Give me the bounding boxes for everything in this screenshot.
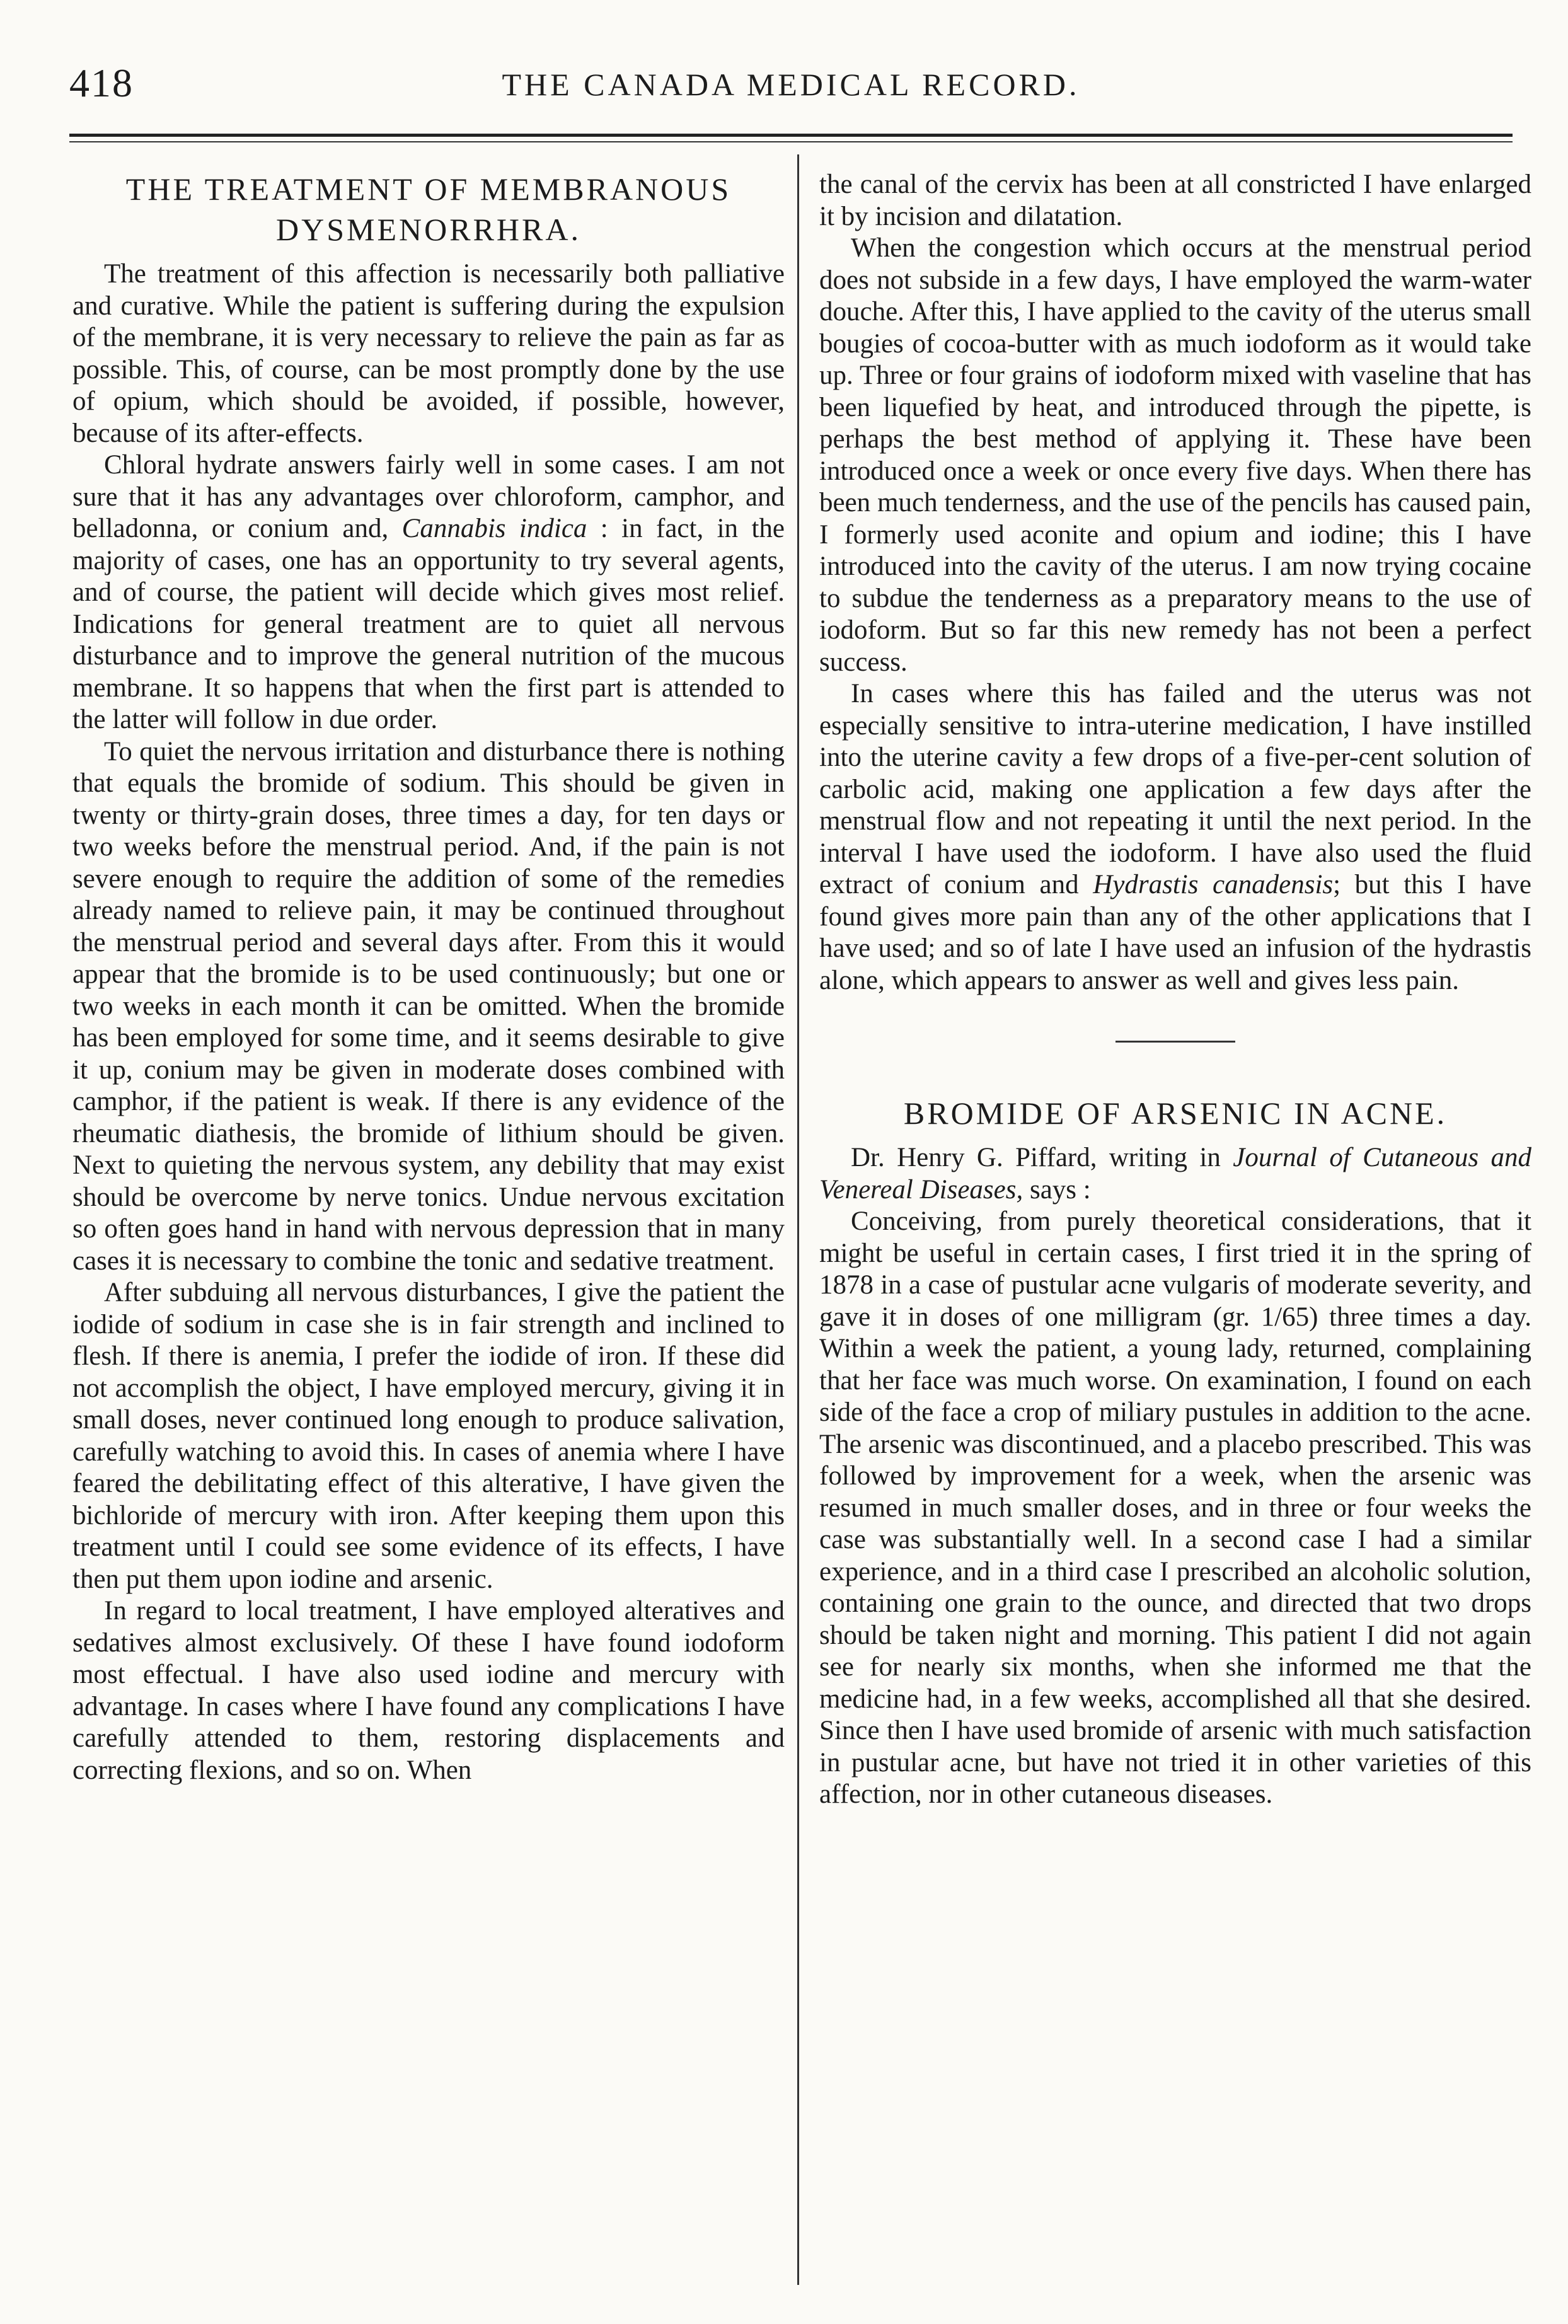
text-run: ) three times a day. Within a week the patient, a young lady, returned, complaining that her face was much worse. On examination, I found on each side of the face a crop of miliary pustules in addition to the acne. The arsenic was discontinued, and a placebo prescribed. This was followed by improvement for a week, when the arsenic was resumed in much smaller doses, and in three or four weeks the case was substantially well. In a second case I had a similar experience, and in a third case I prescribed an alcoholic solution, containing one grain to the ounce, and directed that two drops should be taken night and morning. This patient I did not again see for nearly six months, when she informed me that the medicine had, in a few weeks, accomplished all that she desired. Since then I have used bromide of arsenic with much satisfaction in pustular acne, but have not tried it in other varieties of this affection, nor in other cutaneous diseases. (819, 1302, 1531, 1809)
byline (819, 1142, 1531, 1206)
left-column (72, 169, 785, 1786)
page-number: 418 (69, 61, 134, 105)
text-run: Conceiving, from purely theoretical considerations, that it might be useful in certain cases, I first tried it in the spring of 1878 in a case of pustular acne vulgaris of moderate severity, and gave it in doses of one milligram (gr. (819, 1206, 1531, 1332)
header-rule (69, 134, 1513, 137)
text-run: Dr. Henry G. Piffard, writing in (851, 1143, 1233, 1172)
running-title: THE CANADA MEDICAL RECORD. (502, 67, 1080, 102)
paragraph-arsenic (819, 1206, 1531, 1811)
dose-fraction: 1/65 (1260, 1302, 1310, 1332)
article-title-dysmenorrhea: THE TREATMENT OF MEMBRANOUS DYSMENORRHRA. (125, 171, 732, 247)
text-run: says : (1023, 1174, 1091, 1205)
paragraph: After subduing all nervous disturbances, I give the patient the iodide of sodium in case she is in fair strength and inclined to flesh. If there is anemia, I prefer the iodide of iron. If these did not accomplish the object, I have employed mercury, giving it in small doses, never continued long enough to produce salivation, carefully watching to avoid this. In cases of anemia where I have feared the debilitating effect of this alterative, I have given the bichloride of mercury with iron. After keeping them upon this treatment until I could see some evidence of its effects, I have then put them upon iodine and arsenic. (72, 1278, 785, 1594)
italic-term: Hydrastis canadensis (1093, 870, 1334, 899)
right-column (819, 169, 1531, 1811)
paragraph: When the congestion which occurs at the menstrual period does not subside in a few days, I have employed the warm-water douche. After this, I have applied to the cavity of the uterus small bougies of cocoa-butter with as much iodoform as it would take up. Three or four grains of iodoform mixed with vaseline that has been liquefied by heat, and introduced through the pipette, is perhaps the best method of applying it. These have been introduced once a week or once every five days. When there has been much tenderness, and the use of the pencils has caused pain, I formerly used aconite and opium and iodine; this I have introduced into the cavity of the uterus. I am now trying cocaine to subdue the tenderness as a preparatory means to the use of iodoform. But so far this new remedy has not been a perfect success. (819, 233, 1531, 677)
italic-term: Cannabis indica (401, 514, 587, 543)
paragraph: In regard to local treatment, I have employed alteratives and sedatives almost exclusively. Of these I have found iodoform most effectual. I have also used iodine and mercury with advantage. In cases where I have found any complications I have carefully attended to them, restoring displacements and correcting flexions, and so on. When (72, 1596, 785, 1785)
text-run: ; but this I have found gives more pain than any of the other applications that I have used; and so of late I have used an infusion of the hydrastis alone, which appears to answer as well and gives less pain. (819, 870, 1532, 995)
paragraph: To quiet the nervous irritation and disturbance there is nothing that equals the bromide of sodium. This should be given in twenty or thirty-grain doses, three times a day, for ten days or two weeks before the menstrual period. And, if the pain is not severe enough to require the addition of some of the remedies already named to relieve pain, it may be continued throughout the menstrual period and several days after. From this it would appear that the bromide is to be used continuously; but one or two weeks in each month it can be omitted. When the bromide has been employed for some time, and it seems desirable to give it up, conium may be given in moderate doses combined with camphor, if the patient is weak. If there is any evidence of the rheumatic diathesis, the bromide of lithium should be given. Next to quieting the nervous system, any debility that may exist should be overcome by nerve tonics. Undue nervous excitation so often goes hand in hand with nervous depression that in many cases it is necessary to combine the tonic and sedative treatment. (72, 736, 785, 1276)
header-rule-thin (69, 141, 1513, 142)
paragraph-chloral (72, 449, 785, 736)
section-separator (1115, 1041, 1235, 1043)
text-run: In cases where this has failed and the uterus was not especially sensitive to intra-uterine medication, I have instilled into the uterine cavity a few drops of a five-per-cent solution of carbolic acid, making one application a few days after the menstrual flow and not repeating it until the next period. In the interval I have used the iodoform. I have also used the fluid extract of conium and (819, 679, 1531, 899)
text-run: : in fact, in the majority of cases, one has an opportunity to try several agents, and of course, the patient will decide which gives most relief. Indications for general treatment are to quiet all nervous disturbance and to improve the general nutrition of the mucous membrane. It so happens that when the first part is attended to the latter will follow in due order. (72, 514, 785, 734)
text-run: Chloral hydrate answers fairly well in some cases. I am not sure that it has any advantages over chloroform, camphor, and belladonna, or conium and, (72, 450, 785, 543)
journal-name: Journal of Cutaneous and Venereal Diseases, (819, 1143, 1531, 1205)
paragraph-continued: the canal of the cervix has been at all constricted I have enlarged it by incision and dilatation. (819, 170, 1531, 231)
paragraph-hydrastis (819, 678, 1531, 997)
paragraph: The treatment of this affection is necessarily both palliative and curative. While the patient is suffering during the expulsion of the membrane, it is very necessary to relieve the pain as far as possible. This, of course, can be most promptly done by the use of opium, which should be avoided, if possible, however, because of its after-effects. (72, 259, 785, 448)
page-header (69, 60, 1513, 117)
article-title-arsenic: BROMIDE OF ARSENIC IN ACNE. (903, 1096, 1448, 1131)
column-divider (797, 154, 799, 2285)
